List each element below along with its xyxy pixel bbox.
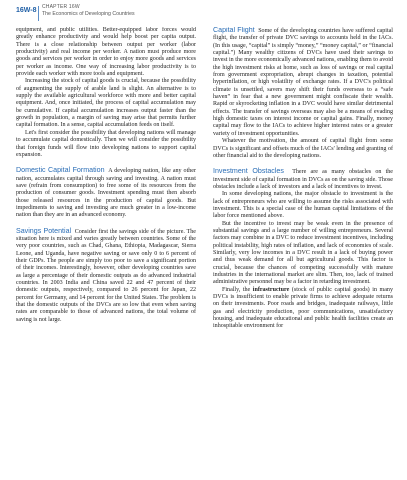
paragraph-text: A developing nation, like any other nation, accumulates capital through saving and investing. A nation must save (refrain from consumption) to free some of its resources from the production of consumer goods. Investment spending must then absorb those released resources in the production of capital goods. But impediments to saving and investing are much greater in a low-income nation than they are in an advanced economy.	[16, 168, 196, 219]
chapter-title: The Economics of Developing Countries	[42, 11, 135, 17]
section-heading-investment-obstacles: Investment Obstacles	[213, 167, 284, 176]
paragraph: equipment, and public utilities. Better-equipped labor forces would greatly enhance productivity and would help boost per capita output. There is a close relationship between output per worker (labor productivity) and real income per worker. A nation must produce more goods and services per worker in order to enjoy more goods and services per worker as income. One way of increasing labor productivity is to provide each worker with more tools and equipment.	[16, 27, 196, 78]
paragraph: Let's first consider the possibility that developing nations will manage to accumulate capital domestically. Then we will consider the possibility that foreign funds will flow into developing nations to support capital expansion.	[16, 129, 196, 158]
paragraph-infrastructure	[213, 287, 393, 331]
key-term-infrastructure: infrastructure	[252, 286, 290, 293]
paragraph-text: Consider first the savings side of the picture. The situation here is mixed and varies greatly between countries. Some of the very poor countries, such as Chad, Ghana, Ethiopia, Madagascar, Sierra Leone, and Uganda, have negative saving or save only 0 to 6 percent of their GDPs. The people are simply too poor to save a significant portion of their incomes. Interestingly, however, other developing countries save as large a percentage of their domestic outputs as do advanced industrial countries. In 2003 India and China saved 22 and 47 percent of their domestic outputs, respectively, compared to 26 percent for Japan, 22 percent for Germany, and 14 percent for the United States. The problem is that the domestic outputs of the DVCs are so low that even when saving rates are comparable to those of advanced nations, the total volume of saving is not large.	[16, 228, 196, 323]
paragraph-text: Some of the developing countries have suffered capital flight, the transfer of private DVC savings to accounts held in the IACs. (In this usage, “capital” is simply “money,” “money capital,” or “financial capital.”) Many wealthy citizens of DVCs have used their savings to invest in the more economically advanced nations, enabling them to avoid the high investment risks at home, such as loss of savings or real capital from government expropriation, abrupt changes in taxation, potential hyperinflation, or high volatility of exchange rates. If a DVC's political climate is unsettled, savers may shift their funds overseas to a “safe haven” in fear that a new government might confiscate their wealth. Rapid or skyrocketing inflation in a DVC would have similar detrimental effects. The transfer of savings overseas may also be a means of evading high domestic taxes on interest income or capital gains. Finally, money capital may flow to the IACs to achieve higher interest rates or a greater variety of investment opportunities.	[213, 28, 393, 137]
left-column	[16, 27, 196, 473]
paragraph: In some developing nations, the major obstacle to investment is the lack of entrepreneurs who are willing to assume the risks associated with investment. This is a special case of the human capital limitations of the labor force mentioned above.	[213, 191, 393, 220]
paragraph-domestic-capital	[16, 167, 196, 219]
running-header	[16, 4, 391, 22]
section-heading-capital-flight: Capital Flight	[213, 27, 255, 34]
chapter-label: CHAPTER 16W	[42, 4, 80, 10]
header-divider	[38, 6, 39, 21]
paragraph-capital-flight	[213, 27, 393, 138]
paragraph-text: (stock of public capital goods) in many DVCs is insufficient to enable private firms to achieve adequate returns on their investments. Poor roads and bridges, inadequate railways, little gas and electricity production, poor communications, unsatisfactory housing, and inadequate educational and public health facilities create an inhospitable environment for	[213, 286, 393, 330]
page-number: 16W-8	[16, 7, 37, 14]
paragraph: But the incentive to invest may be weak even in the presence of substantial savings and a large number of willing entrepreneurs. Several factors may combine in a DVC to reduce investment incentives, including political instability, high rates of inflation, and lack of economies of scale. Similarly, very low incomes in a DVC result in a lack of buying power and thus weak demand for all but agricultural goods. This factor is crucial, because the chances of competing successfully with mature industries in the international market are slim. Then, too, lack of trained administrative personnel may be a factor in retarding investment.	[213, 220, 393, 286]
paragraph-investment-obstacles	[213, 168, 393, 191]
paragraph-text: There are as many obstacles on the investment side of capital formation in DVCs as on the saving side. Those obstacles include a lack of investors and a lack of incentives to invest.	[213, 169, 393, 190]
section-heading-savings-potential: Savings Potential	[16, 226, 72, 235]
paragraph-text: Finally, the	[222, 286, 251, 293]
paragraph-savings-potential	[16, 228, 196, 324]
right-column	[213, 27, 393, 473]
section-heading-domestic-capital-formation: Domestic Capital Formation	[16, 166, 105, 175]
paragraph: Increasing the stock of capital goods is crucial, because the possibility of augmenting the supply of arable land is slight. An alternative is to supply the available agricultural workforce with more and better capital equipment. And, once initiated, the process of capital accumulation may be cumulative. If capital accumulation increases output faster than the growth in population, a margin of saving may arise that permits further capital formation. In a sense, capital accumulation feeds on itself.	[16, 78, 196, 129]
paragraph: Whatever the motivation, the amount of capital flight from some DVCs is significant and offsets much of the IACs' lending and granting of other financial aid to the developing nations.	[213, 138, 393, 159]
